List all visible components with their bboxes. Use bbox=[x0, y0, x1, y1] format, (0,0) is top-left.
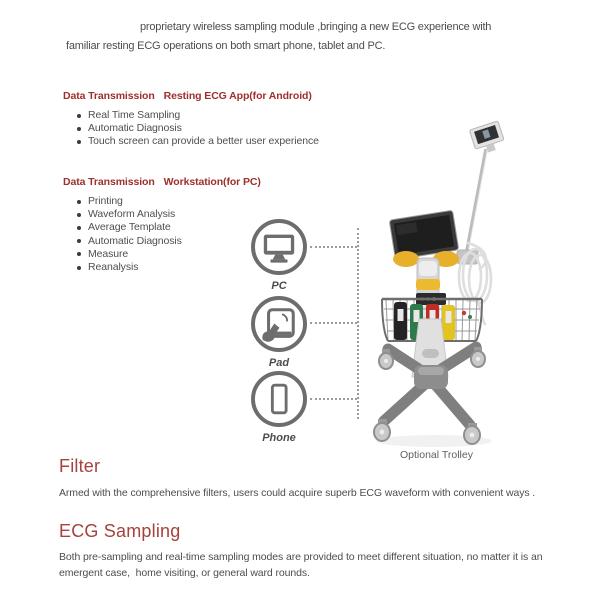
pc-circle bbox=[251, 219, 307, 275]
android-section-heading bbox=[63, 90, 312, 102]
device-label: Pad bbox=[268, 357, 290, 369]
pc-monitor-icon bbox=[260, 228, 298, 266]
pad-connector-line bbox=[310, 322, 357, 324]
phone-circle bbox=[251, 371, 307, 427]
pole-phone-holder bbox=[469, 121, 506, 156]
ecg-trolley-illustration bbox=[372, 103, 558, 451]
trolley-caption: Optional Trolley bbox=[400, 449, 473, 461]
list-item: Real Time Sampling bbox=[76, 109, 319, 122]
android-heading-suffix: Resting ECG App(for Android) bbox=[163, 90, 312, 102]
list-item: Touch screen can provide a better user experience bbox=[76, 135, 319, 148]
list-item: Automatic Diagnosis bbox=[76, 235, 182, 248]
device-label: Phone bbox=[262, 432, 296, 444]
ecg-sampling-body-line-1: Both pre-sampling and real-time sampling modes are provided to meet different situation, no matter it is an bbox=[59, 551, 543, 563]
pc-connector-line bbox=[310, 246, 357, 248]
tablet-touch-icon bbox=[260, 305, 298, 343]
ecg-sampling-body-line-2: emergent case, home visiting, or general ward rounds. bbox=[59, 567, 310, 579]
filter-body: Armed with the comprehensive filters, users could acquire superb ECG waveform with convenient ways . bbox=[59, 487, 536, 499]
device-pc bbox=[250, 219, 308, 292]
smartphone-icon bbox=[260, 380, 298, 418]
pad-circle bbox=[251, 296, 307, 352]
device-phone bbox=[250, 371, 308, 444]
intro-line-1: proprietary wireless sampling module ,bringing a new ECG experience with bbox=[140, 21, 492, 33]
ecg-sampling-heading: ECG Sampling bbox=[59, 521, 181, 541]
pc-heading-suffix: Workstation(for PC) bbox=[163, 176, 261, 188]
list-item: Automatic Diagnosis bbox=[76, 122, 319, 135]
list-item: Reanalysis bbox=[76, 261, 182, 274]
pc-section-heading bbox=[63, 176, 261, 188]
phone-connector-line bbox=[310, 398, 357, 400]
filter-heading: Filter bbox=[59, 456, 101, 476]
device-label: PC bbox=[271, 280, 287, 292]
pc-heading-prefix: Data Transmission bbox=[63, 176, 155, 188]
connector-bus-line bbox=[357, 228, 359, 419]
list-item: Measure bbox=[76, 248, 182, 261]
list-item: Waveform Analysis bbox=[76, 208, 182, 221]
android-heading-prefix: Data Transmission bbox=[63, 90, 155, 102]
android-feature-list bbox=[76, 109, 319, 149]
intro-line-2: familiar resting ECG operations on both smart phone, tablet and PC. bbox=[66, 40, 386, 52]
list-item: Printing bbox=[76, 195, 182, 208]
pc-feature-list bbox=[76, 195, 182, 274]
list-item: Average Template bbox=[76, 221, 182, 234]
device-pad bbox=[250, 296, 308, 369]
